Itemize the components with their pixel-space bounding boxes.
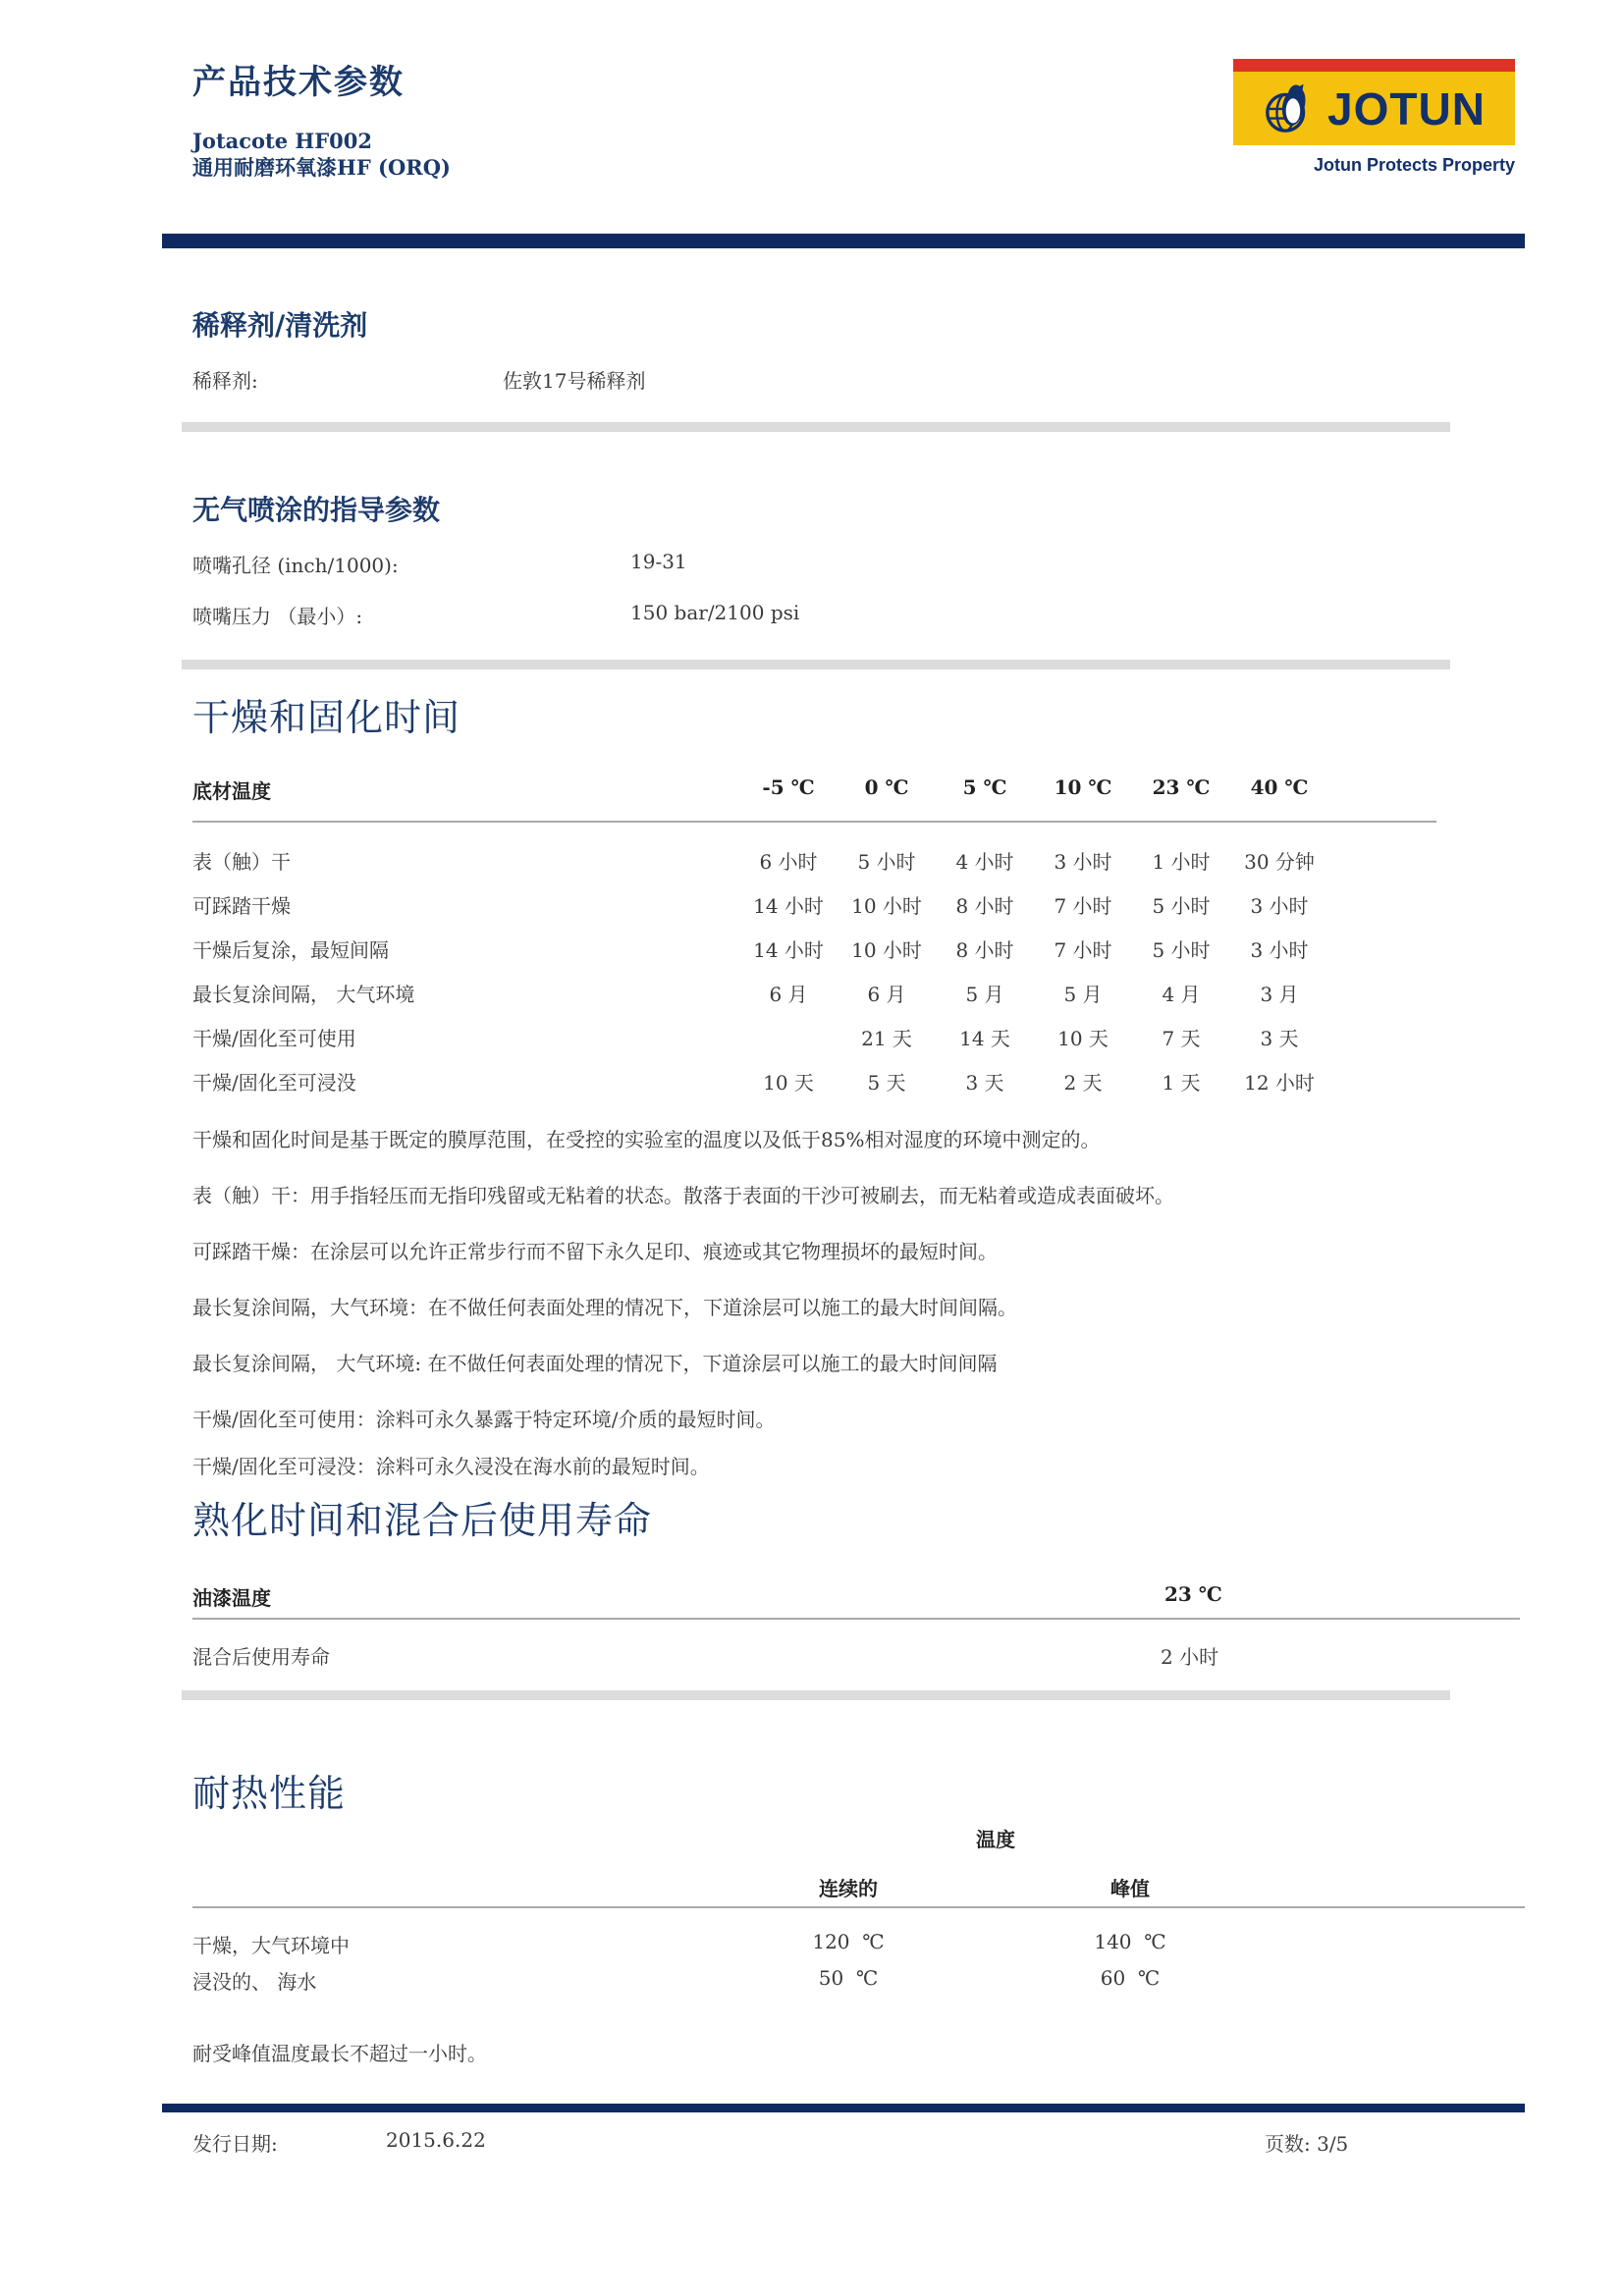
continuous-column-header: 连续的 [819,1877,878,1900]
temp-column-header: 23 ℃ [1152,775,1211,799]
nozzle-pressure-value: 150 bar/2100 psi [630,601,800,624]
heat-row-value: 140 ℃ [1094,1930,1166,1953]
thinner-label: 稀释剂: [192,369,258,393]
table-header-rule [192,1618,1520,1620]
temp-column-header: 10 ℃ [1054,775,1112,799]
logo-tagline: Jotun Protects Property [1313,155,1515,175]
header-rule-bar [162,234,1525,248]
product-name: Jotacote HF002 [192,129,373,153]
product-description: 通用耐磨环氧漆HF (ORQ) [192,155,451,180]
drying-note: 可踩踏干燥：在涂层可以允许正常步行而不留下永久足印、痕迹或其它物理损坏的最短时间。 [192,1240,998,1263]
section-divider [182,422,1450,432]
section-heading-potlife: 熟化时间和混合后使用寿命 [192,1499,653,1542]
heat-row-value: 50 ℃ [818,1966,879,1990]
table-row: 干燥后复涂，最短间隔 14 小时 10 小时 8 小时 7 小时 5 小时 3 小时 [192,938,1309,962]
paint-temp-column: 23 ℃ [1164,1582,1222,1606]
table-row: 表（触）干 6 小时 5 小时 4 小时 3 小时 1 小时 30 分钟 [192,850,1315,874]
product-block [192,128,451,181]
section-divider [182,660,1450,669]
table-row: 干燥/固化至可使用 21 天 14 天 10 天 7 天 3 天 [192,1027,1299,1050]
logo-wordmark: JOTUN [1327,82,1486,134]
drying-note: 最长复涂间隔，大气环境：在不做任何表面处理的情况下，下道涂层可以施工的最大时间间隔。 [192,1296,1017,1319]
heat-row-value: 120 ℃ [812,1930,885,1953]
page-number: 页数: 3/5 [1265,2132,1349,2156]
table-row: 干燥/固化至可浸没 10 天 5 天 3 天 2 天 1 天 12 小时 [192,1071,1315,1095]
footer-rule-bar [162,2104,1525,2112]
issue-date-label: 发行日期: [192,2132,278,2156]
table-header-rule [192,821,1436,823]
penguin-globe-icon [1263,79,1320,139]
nozzle-size-value: 19-31 [630,550,687,573]
nozzle-size-label: 喷嘴孔径 (inch/1000): [192,554,399,577]
section-heading-airless: 无气喷涂的指导参数 [192,494,441,526]
heat-row-label: 干燥，大气环境中 [192,1934,350,1957]
jotun-logo [1233,59,1515,145]
section-heading-drying: 干燥和固化时间 [192,696,461,739]
temp-column-header: 5 ℃ [962,775,1007,799]
temp-column-header: -5 ℃ [762,775,815,799]
table-header-rule [192,1906,1525,1908]
logo-red-stripe [1233,59,1515,72]
temp-group-header: 温度 [976,1828,1015,1851]
paint-temp-header: 油漆温度 [192,1586,271,1610]
potlife-label: 混合后使用寿命 [192,1645,330,1669]
table-row: 最长复涂间隔， 大气环境 6 月 6 月 5 月 5 月 4 月 3 月 [192,983,1299,1006]
temp-column-header: 40 ℃ [1250,775,1309,799]
drying-note: 最长复涂间隔， 大气环境: 在不做任何表面处理的情况下，下道涂层可以施工的最大时间间隔 [192,1352,998,1375]
drying-note: 干燥/固化至可浸没：涂料可永久浸没在海水前的最短时间。 [192,1455,710,1478]
section-divider [182,1690,1450,1700]
drying-table-header [192,775,1331,804]
page-title: 产品技术参数 [192,63,405,102]
drying-note: 干燥/固化至可使用：涂料可永久暴露于特定环境/介质的最短时间。 [192,1408,776,1431]
thinner-value: 佐敦17号稀释剂 [503,369,646,393]
drying-note: 干燥和固化时间是基于既定的膜厚范围，在受控的实验室的温度以及低于85%相对湿度的环境中测定的。 [192,1128,1101,1151]
nozzle-pressure-label: 喷嘴压力 （最小）: [192,605,363,628]
table-row: 可踩踏干燥 14 小时 10 小时 8 小时 7 小时 5 小时 3 小时 [192,894,1309,918]
heat-row-label: 浸没的、 海水 [192,1970,317,1994]
potlife-value: 2 小时 [1161,1645,1219,1669]
heat-note: 耐受峰值温度最长不超过一小时。 [192,2042,487,2065]
peak-column-header: 峰值 [1110,1877,1150,1900]
heat-row-value: 60 ℃ [1100,1966,1161,1990]
section-heading-heat: 耐热性能 [192,1772,347,1815]
drying-row-header: 底材温度 [192,779,271,803]
section-heading-thinner: 稀释剂/清洗剂 [192,309,368,342]
issue-date-value: 2015.6.22 [386,2128,486,2152]
drying-note: 表（触）干：用手指轻压而无指印残留或无粘着的状态。散落于表面的干沙可被刷去，而无粘着或造成表面破坏。 [192,1184,1174,1207]
temp-column-header: 0 ℃ [864,775,909,799]
